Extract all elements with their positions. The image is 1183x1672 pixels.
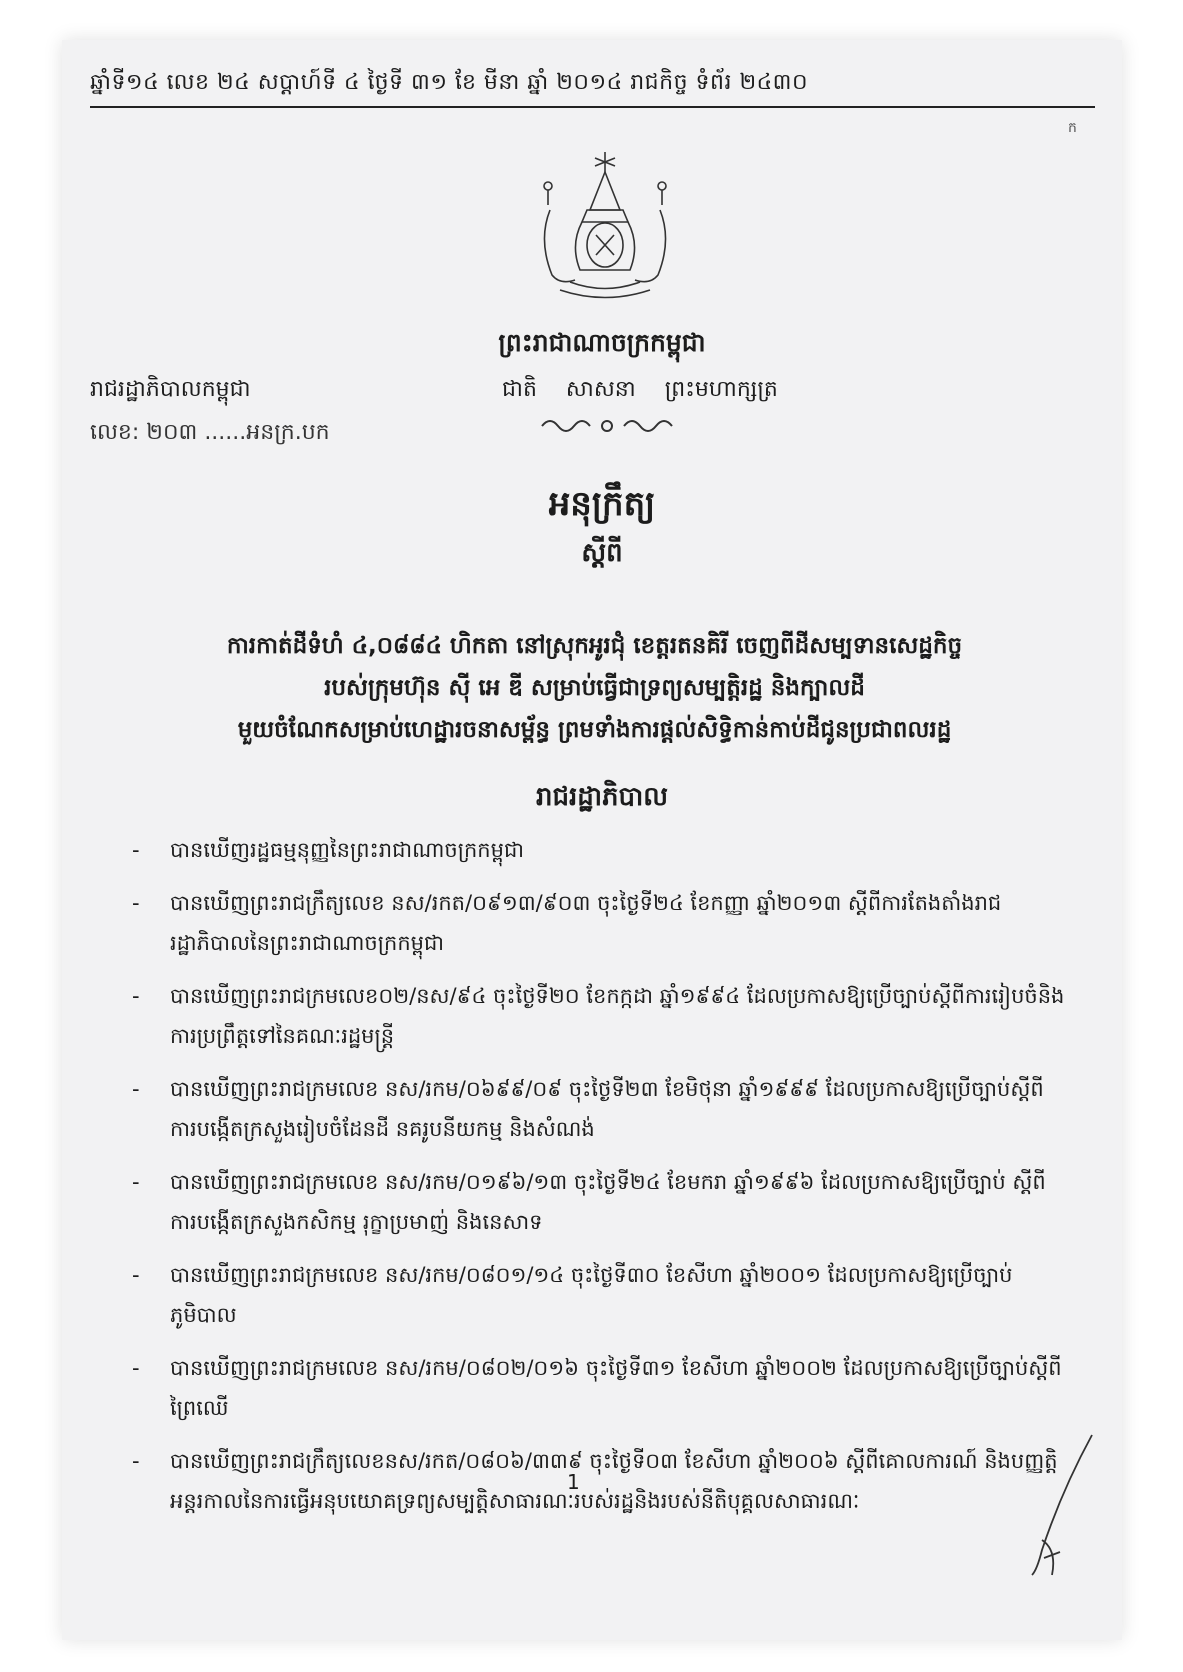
royal-arms-emblem-icon bbox=[530, 150, 680, 305]
ornament-divider-icon bbox=[532, 412, 682, 440]
preamble-item: - បានឃើញព្រះរាជក្រឹត្យលេខនស/រកត/០៨០៦/៣៣៩ ចុះថ្ងៃទី០៣ ខែសីហា ឆ្នាំ២០០៦ ស្ដីពីគោលការណ៍ និងបញ្ញត្តិអន្តរកាលនៃការធ្វើអនុបយោគទ្រព្យសម្បត្តិសាធារណៈរបស់រដ្ឋនិងរបស់នីតិបុគ្គលសាធារណៈ bbox=[132, 1449, 1058, 1513]
preamble-item: - បានឃើញព្រះរាជក្រមលេខ នស/រកម/០៨០១/១៤ ចុះថ្ងៃទី៣០ ខែសីហា ឆ្នាំ២០០១ ដែលប្រកាសឱ្យប្រើច្បាប់ភូមិបាល bbox=[132, 1263, 1013, 1327]
reference-number: លេខ: ២០៣ ......អនក្រ.បក bbox=[90, 420, 330, 445]
top-right-mark: ក bbox=[1068, 120, 1077, 136]
running-header: ឆ្នាំទី១៤ លេខ ២៤ សប្ដាហ៍ទី ៤ ថ្ងៃទី ៣១ ខែ មីនា ឆ្នាំ ២០១៤ រាជកិច្ច ទំព័រ ២៤៣០ bbox=[90, 70, 809, 95]
preamble-item: - បានឃើញព្រះរាជក្រឹត្យលេខ នស/រកត/០៩១៣/៩០៣ ចុះថ្ងៃទី២៤ ខែកញ្ញា ឆ្នាំ២០១៣ ស្ដីពីការតែងតាំងរាជរដ្ឋាភិបាលនៃព្រះរាជាណាចក្រកម្ពុជា bbox=[132, 891, 1002, 955]
preamble-item: - បានឃើញព្រះរាជក្រមលេខ នស/រកម/០៦៩៩/០៩ ចុះថ្ងៃទី២៣ ខែមិថុនា ឆ្នាំ១៩៩៩ ដែលប្រកាសឱ្យប្រើច្បាប់ស្ដីពីការបង្កើតក្រសួងរៀបចំដែនដី នគរូបនីយកម្ម និងសំណង់ bbox=[132, 1077, 1044, 1141]
document-type: អនុក្រឹត្យ bbox=[548, 484, 656, 524]
preamble-item: - បានឃើញព្រះរាជក្រមលេខ នស/រកម/០១៩៦/១៣ ចុះថ្ងៃទី២៤ ខែមករា ឆ្នាំ១៩៩៦ ដែលប្រកាសឱ្យប្រើច្បាប់ ស្ដីពីការបង្កើតក្រសួងកសិកម្ម រុក្ខាប្រមាញ់ និងនេសាទ bbox=[132, 1170, 1046, 1234]
kingdom-title: ព្រះរាជាណាចក្រកម្ពុជា bbox=[498, 328, 706, 357]
motto-nation: ជាតិ bbox=[502, 377, 537, 402]
subject-block bbox=[147, 625, 1042, 751]
header-rule bbox=[90, 106, 1095, 108]
subject-line: ការកាត់ដីទំហំ ៤,០៨៨៤ ហិកតា នៅស្រុកអូរជុំ ខេត្តរតនគិរី ចេញពីដីសម្បទានសេដ្ឋកិច្ច bbox=[226, 633, 963, 659]
national-motto bbox=[502, 375, 800, 407]
page-number: 1 bbox=[567, 1470, 580, 1494]
preamble-item: - បានឃើញរដ្ឋធម្មនុញ្ញនៃព្រះរាជាណាចក្រកម្ពុជា bbox=[132, 838, 524, 862]
preamble-item: - បានឃើញព្រះរាជក្រមលេខ នស/រកម/០៨០២/០១៦ ចុះថ្ងៃទី៣១ ខែសីហា ឆ្នាំ២០០២ ដែលប្រកាសឱ្យប្រើច្បាប់ស្ដីពីព្រៃឈើ bbox=[132, 1356, 1062, 1420]
document-type-prep: ស្ដីពី bbox=[581, 538, 623, 568]
preamble-list bbox=[132, 830, 1067, 1534]
motto-king: ព្រះមហាក្សត្រ bbox=[664, 377, 778, 402]
signature-mark-icon bbox=[1022, 1430, 1102, 1580]
motto-religion: សាសនា bbox=[565, 377, 636, 402]
government-heading: រាជរដ្ឋាភិបាល bbox=[535, 782, 669, 812]
document-page bbox=[62, 40, 1122, 1640]
government-label: រាជរដ្ឋាភិបាលកម្ពុជា bbox=[90, 377, 251, 402]
subject-line: របស់ក្រុមហ៊ុន ស៊ី អេ ឌី សម្រាប់ធ្វើជាទ្រព្យសម្បត្តិរដ្ឋ និងក្បាលដី bbox=[324, 675, 865, 701]
subject-line: មួយចំណែកសម្រាប់ហេដ្ឋារចនាសម្ព័ន្ធ ព្រមទាំងការផ្ដល់សិទ្ធិកាន់កាប់ដីជូនប្រជាពលរដ្ឋ bbox=[237, 717, 952, 743]
preamble-item: - បានឃើញព្រះរាជក្រមលេខ០២/នស/៩៤ ចុះថ្ងៃទី២០ ខែកក្កដា ឆ្នាំ១៩៩៤ ដែលប្រកាសឱ្យប្រើច្បាប់ស្ដីពីការរៀបចំនិងការប្រព្រឹត្តទៅនៃគណៈរដ្ឋមន្ត្រី bbox=[132, 984, 1065, 1048]
